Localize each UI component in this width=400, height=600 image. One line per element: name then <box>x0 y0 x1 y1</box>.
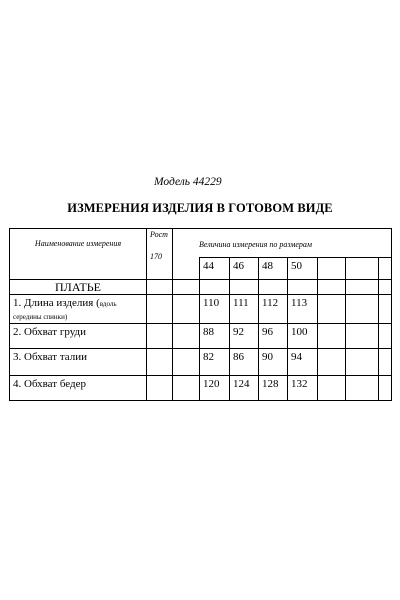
size-cell-empty <box>346 258 379 280</box>
row-name: 2. Обхват груди <box>10 324 147 349</box>
row-value: 82 <box>200 349 230 376</box>
row-value: 110 <box>200 295 230 324</box>
size-cell-empty <box>173 258 200 280</box>
row-name: 1. Длина изделия (вдоль середины спинки) <box>10 295 147 324</box>
table-row <box>10 349 392 376</box>
section-row <box>10 280 392 295</box>
row-value: 100 <box>288 324 318 349</box>
size-cell: 46 <box>230 258 259 280</box>
size-cell-empty <box>318 258 346 280</box>
row-value: 86 <box>230 349 259 376</box>
header-rost-value: 170 <box>150 252 162 261</box>
row-value: 94 <box>288 349 318 376</box>
row-value: 132 <box>288 376 318 401</box>
row-value: 88 <box>200 324 230 349</box>
header-rost-label: Рост <box>150 230 168 239</box>
document-title: ИЗМЕРЕНИЯ ИЗДЕЛИЯ В ГОТОВОМ ВИДЕ <box>67 201 333 215</box>
size-cell-empty <box>379 258 392 280</box>
row-value: 111 <box>230 295 259 324</box>
table-row <box>10 295 392 324</box>
row-value: 92 <box>230 324 259 349</box>
header-sizes-label: Величина измерения по размерам <box>173 229 392 258</box>
row-value: 112 <box>259 295 288 324</box>
table-row <box>10 324 392 349</box>
model-label: Модель 44229 <box>154 176 222 188</box>
row-value: 128 <box>259 376 288 401</box>
section-title: ПЛАТЬЕ <box>10 280 147 295</box>
row-value: 96 <box>259 324 288 349</box>
header-rost <box>147 229 173 280</box>
row-value: 90 <box>259 349 288 376</box>
row-value: 120 <box>200 376 230 401</box>
row-value: 124 <box>230 376 259 401</box>
header-row <box>10 229 392 258</box>
measurement-table <box>9 228 392 401</box>
table-row <box>10 376 392 401</box>
row-value: 113 <box>288 295 318 324</box>
size-cell: 44 <box>200 258 230 280</box>
row-name: 3. Обхват талии <box>10 349 147 376</box>
row-name: 4. Обхват бедер <box>10 376 147 401</box>
size-cell: 50 <box>288 258 318 280</box>
header-name-label: Наименование измерения <box>10 229 147 280</box>
size-cell: 48 <box>259 258 288 280</box>
